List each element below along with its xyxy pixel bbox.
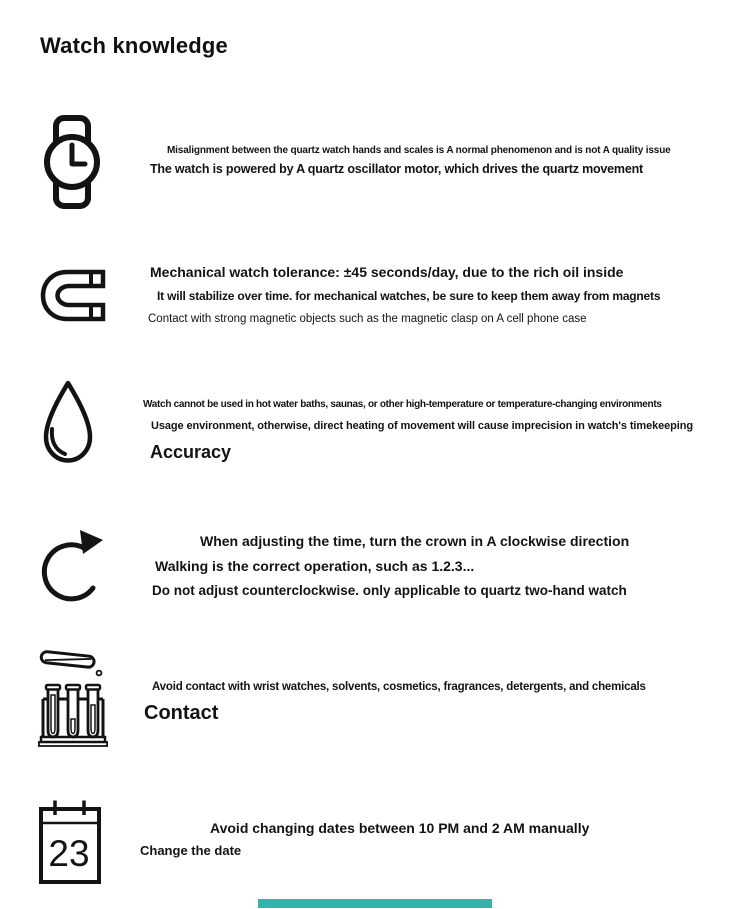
test-tubes-icon — [38, 649, 108, 747]
water-drop-icon — [42, 379, 94, 465]
note-line: Walking is the correct operation, such as 1.2.3... — [155, 558, 475, 574]
note-line: The watch is powered by A quartz oscillator motor, which drives the quartz movement — [150, 162, 643, 176]
note-line: Do not adjust counterclockwise. only applicable to quartz two-hand watch — [152, 583, 627, 598]
note-line: Misalignment between the quartz watch hands and scales is A normal phenomenon and is not A quality issue — [167, 145, 671, 156]
calendar-day-number: 23 — [48, 833, 90, 874]
watch-icon — [42, 114, 102, 210]
note-line: It will stabilize over time. for mechanical watches, be sure to keep them away from magnets — [157, 289, 661, 303]
page-title: Watch knowledge — [40, 33, 228, 58]
note-line: Watch cannot be used in hot water baths, saunas, or other high-temperature or temperature-changing environments — [143, 399, 662, 410]
note-line: When adjusting the time, turn the crown in A clockwise direction — [200, 533, 630, 549]
note-line: Avoid contact with wrist watches, solvents, cosmetics, fragrances, detergents, and chemicals — [152, 681, 646, 693]
note-line: Avoid changing dates between 10 PM and 2 AM manually — [210, 820, 590, 836]
bottom-accent-bar — [258, 899, 492, 908]
clockwise-arrow-icon — [40, 527, 104, 607]
note-line: Usage environment, otherwise, direct heating of movement will cause imprecision in watch's timekeeping — [151, 420, 693, 432]
note-line: Contact with strong magnetic objects such as the magnetic clasp on A cell phone case — [148, 313, 587, 325]
calendar-icon — [38, 798, 102, 886]
magnet-icon — [40, 269, 106, 322]
section-heading: Contact — [144, 702, 219, 724]
note-line: Change the date — [140, 843, 242, 858]
note-line: Mechanical watch tolerance: ±45 seconds/day, due to the rich oil inside — [150, 264, 624, 280]
section-heading: Accuracy — [150, 442, 232, 462]
